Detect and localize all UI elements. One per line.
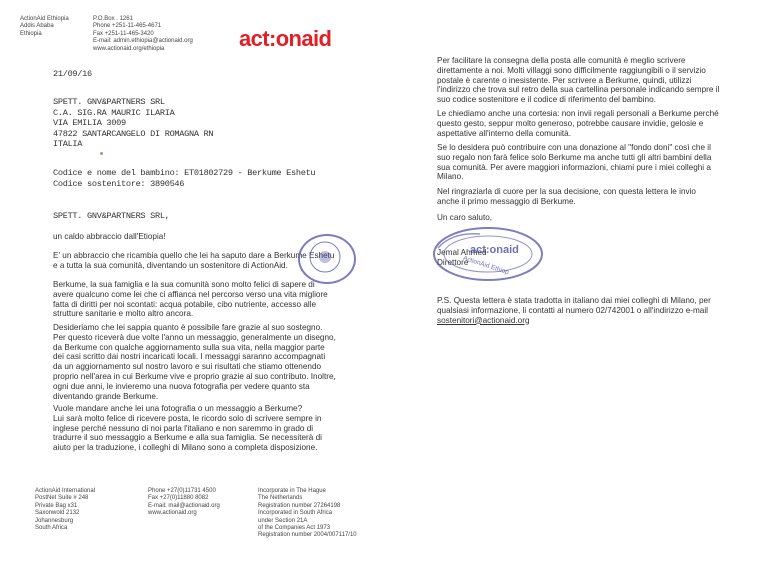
left-paragraph-4 — [53, 404, 363, 453]
footer-col-address — [35, 488, 155, 532]
text-line: fatta di diritti per noi scontati: acqua potabile, cibo nutriente, accesso alle — [53, 299, 317, 309]
text-line: Berkume, la sua famiglia e la sua comunità sono molto felici di sapere di — [53, 280, 315, 289]
text-line: suo codice sostenitore e il codice di riferimento del bambino. — [437, 95, 656, 105]
footer-line: E-mail: mail@actionaid.org — [148, 502, 220, 509]
footer-line: Fax +27(0)11880 8082 — [148, 495, 209, 502]
signature-title: Direttore — [437, 257, 469, 267]
text-line: E' un abbraccio che ricambia quello che lei ha saputo dare a Berkume Eshetu — [53, 251, 335, 260]
text-line: aspettative all'interno della comunità. — [437, 128, 572, 138]
contact-line: Phone +251-11-465-4671 — [93, 23, 162, 30]
left-paragraph-3 — [53, 323, 363, 401]
address-line: Ethiopia — [20, 30, 42, 37]
text-line: diventando grande Berkume. — [53, 391, 159, 401]
recipient-line: VIA EMILIA 3009 — [53, 118, 126, 129]
text-line: Lui sarà molto felice di ricevere posta, le ricordo solo di scrivere sempre in — [53, 413, 322, 423]
recipient-line: C.A. SIG.RA MAURIC ILARIA — [53, 107, 175, 118]
footer-line: under Section 21A — [258, 517, 308, 524]
footer-col-registration — [258, 488, 408, 540]
text-line: aiuto per la traduzione, i colleghi di Milano sono a completa disposizione. — [53, 443, 318, 453]
footer-line: www.actionaid.org — [148, 510, 197, 517]
contact-line: E-mail: admin.ethiopia@actionaid.org — [93, 38, 193, 45]
address-line: ActionAid Ethiopia — [20, 16, 69, 22]
right-paragraph-3 — [437, 143, 767, 182]
greeting: un caldo abbraccio dall'Etiopia! — [53, 232, 166, 241]
stamp-logo: act:onaid — [470, 244, 519, 256]
child-code-line: Codice e nome del bambino: ET01802729 - Berkume Eshetu — [53, 168, 316, 178]
footer-line: South Africa — [35, 525, 68, 532]
text-line: P.S. Questa lettera è stata tradotta in italiano dai miei colleghi di Milano, per — [437, 296, 711, 305]
letter-date: 21/09/16 — [53, 69, 92, 79]
text-line: e a tutta la sua comunità, diventando un sostenitore di ActionAid. — [53, 260, 288, 270]
text-line: qualsiasi informazione, li contatti al numero 02/742001 o all'indirizzo e-mail — [437, 305, 708, 315]
closing: Un caro saluto, — [437, 213, 493, 222]
logo-text: act:onaid — [239, 26, 332, 51]
recipient-address — [53, 97, 313, 150]
text-line: sua comunità. Per avere maggiori informazioni, chiami pure i miei colleghi a — [437, 162, 711, 172]
text-line: Desideriamo che lei sappia quanto è possibile fare grazie al suo sostegno. — [53, 323, 323, 332]
footer-line: ActionAid International — [35, 488, 96, 494]
salutation: SPETT. GNV&PARTNERS SRL, — [53, 211, 170, 221]
footer-line: Phone +27(0)11731 4500 — [148, 488, 216, 494]
text-line: da un aggiornamento sul nostro lavoro e sui risultati che stiamo ottenendo — [53, 362, 322, 372]
actionaid-logo — [239, 26, 331, 52]
text-line: direttamente a noi. Molti villaggi sono difficilmente raggiungibili o il servizio — [437, 65, 706, 75]
text-line: Milano. — [437, 172, 464, 182]
text-line: tradurre il suo messaggio a Berkume e alla sua famiglia. Se necessiterà di — [53, 433, 322, 443]
text-line: postale è carente o inesistente. Per scrivere a Berkume, quindi, utilizzi — [437, 75, 692, 85]
text-line: avere qualcuno come lei che ci affianca nel percorso verso una vita migliore — [53, 289, 328, 299]
text-line: proprio nell'area in cui Berkume vive e proprio grazie al suo contributo. Inoltre, — [53, 371, 336, 381]
footer-line: Incorporate in The Hague — [258, 488, 326, 494]
contact-line: Fax +251-11-465-3420 — [93, 30, 154, 37]
text-line: Le chiediamo anche una cortesia: non invii regali personali a Berkume perché — [437, 109, 719, 118]
postscript — [437, 296, 767, 325]
contact-line: www.actionaid.org/ethiopia — [93, 45, 165, 52]
footer-line: Incorporated in South Africa — [258, 510, 333, 517]
text-line: anche il primo messaggio di Berkume. — [437, 196, 576, 206]
sponsor-code-line: Codice sostenitore: 3890546 — [53, 178, 185, 189]
email-link[interactable]: sostenitori@actionaid.org — [437, 315, 530, 325]
text-line: questo gesto, seppur molto generoso, potrebbe causare invidie, gelosie e — [437, 118, 704, 128]
recipient-line: ITALIA — [53, 139, 83, 150]
text-line: da Berkume con qualche aggiornamento sulla sua vita, nella maggior parte — [53, 342, 325, 352]
text-line: suo regalo non farà felice solo Berkume ma anche tutti gli altri bambini della — [437, 152, 712, 162]
stamp-arc-text: ActionAid Ethiop — [462, 254, 510, 277]
actionaid-stamp — [298, 234, 356, 284]
recipient-line: 47822 SANTARCANGELO DI ROMAGNA RN — [53, 128, 214, 139]
paper-speck — [100, 152, 103, 155]
child-reference — [53, 168, 383, 189]
footer-line: The Netherlands — [258, 495, 303, 502]
address-line: Addis Ababa — [20, 23, 54, 30]
text-line: dei casi scritto dai nostri incaricati locali. I messaggi saranno accompagnati — [53, 352, 326, 362]
footer-line: of the Companies Act 1973 — [258, 525, 331, 532]
text-line: ogni due anni, le invieremo una nuova fotografia per vedere quanto sta — [53, 381, 310, 391]
footer-line: PostNet Suite # 248 — [35, 495, 89, 502]
footer-line: Registration number 27264198 — [258, 502, 341, 509]
recipient-line: SPETT. GNV&PARTNERS SRL — [53, 97, 165, 107]
text-line: inglese perché nessuno di noi parla l'italiano e non saremmo in grado di — [53, 423, 314, 433]
footer-line: Johannesburg — [35, 517, 74, 524]
right-paragraph-4 — [437, 187, 767, 207]
text-line: strutture sanitarie e molto altro ancora. — [53, 309, 194, 319]
left-paragraph-2 — [53, 280, 363, 319]
footer-line: Private Bag x31 — [35, 502, 78, 509]
text-line: Per questo riceverà due volte l'anno un messaggio, generalmente un disegno, — [53, 332, 336, 342]
signature-name: Jemal Ahmed — [437, 248, 487, 257]
footer-line: Registration number 2004/007117/10 — [258, 532, 357, 539]
text-line: Nel ringraziarla di cuore per la sua decisione, con questa lettera le invio — [437, 187, 696, 196]
text-line: Se lo desidera può contribuire con una donazione al "fondo doni" così che il — [437, 143, 711, 152]
right-paragraph-1 — [437, 56, 767, 105]
text-line: Vuole mandare anche lei una fotografia o un messaggio a Berkume? — [53, 404, 303, 413]
actionaid-ethiopia-stamp — [432, 226, 544, 282]
text-line: l'indirizzo che trova sul retro della sua cartellina personale indicando sempre il — [437, 85, 720, 95]
stamp-graphic — [298, 234, 352, 280]
right-paragraph-2 — [437, 109, 767, 138]
contact-line: P.O.Box . 1261 — [93, 16, 133, 22]
text-line: Per facilitare la consegna della posta alle comunità è meglio scrivere — [437, 56, 686, 65]
header-contact — [93, 16, 253, 53]
footer-line: Saxonwold 2132 — [35, 510, 80, 517]
